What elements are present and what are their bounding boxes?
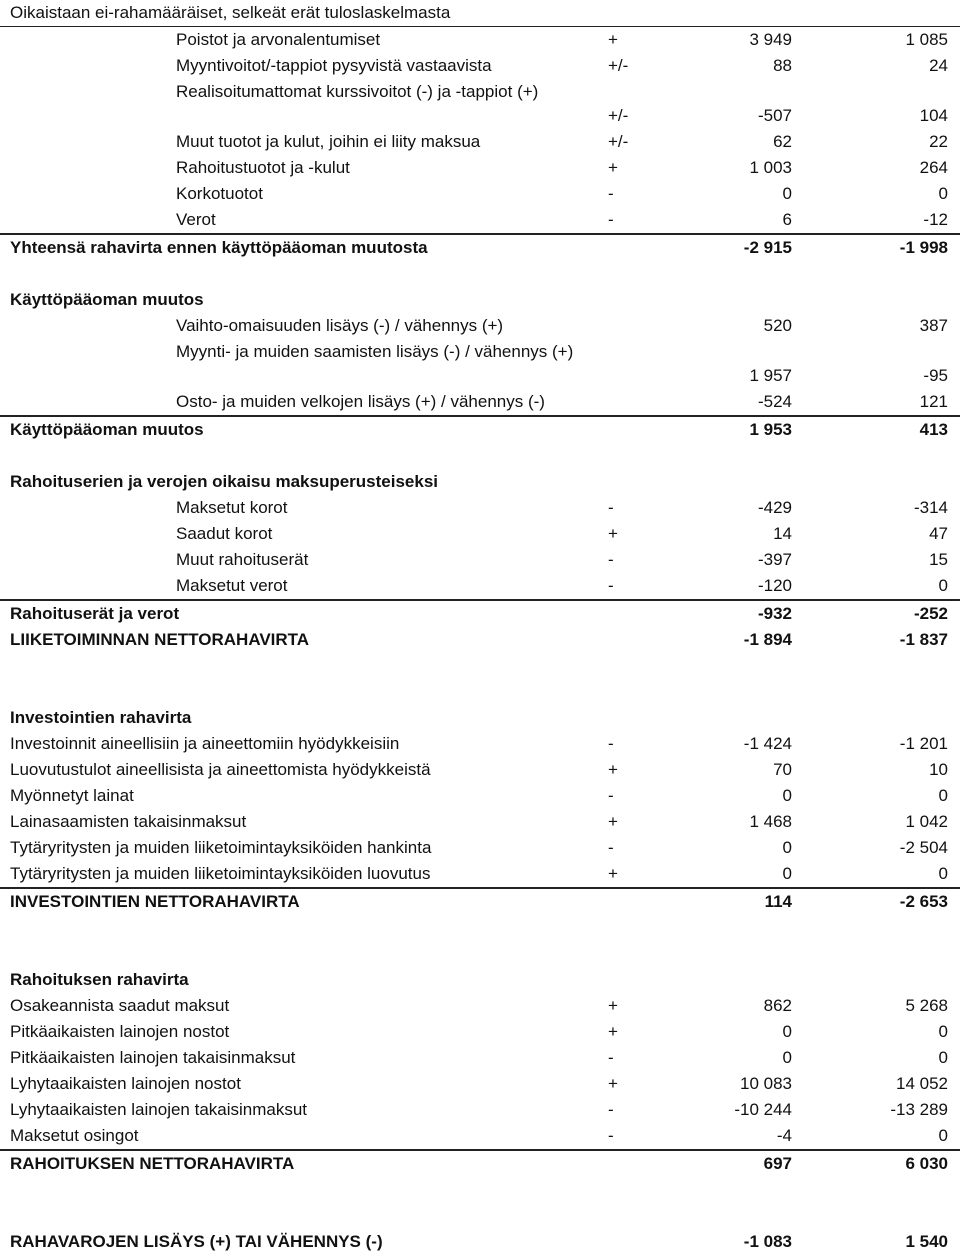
value-current: 1 468 <box>749 812 792 831</box>
table-row <box>0 79 960 129</box>
row-sign: - <box>608 576 614 595</box>
value-current: 0 <box>782 838 792 857</box>
row-label: Realisoitumattomat kurssivoitot (-) ja -tappiot (+) <box>176 82 539 101</box>
value-previous: 14 052 <box>896 1074 948 1093</box>
table-header-row <box>0 0 960 27</box>
table-row <box>0 27 960 53</box>
value-current: 1 003 <box>749 158 792 177</box>
table-row <box>0 547 960 573</box>
row-sign: + <box>608 1022 618 1041</box>
value-previous: 6 030 <box>905 1154 948 1173</box>
value-previous: 1 540 <box>905 1232 948 1251</box>
value-previous: -1 998 <box>899 238 948 257</box>
value-previous: 47 <box>929 524 948 543</box>
table-row <box>0 521 960 547</box>
value-previous: 0 <box>938 1022 948 1041</box>
total-row <box>0 888 960 915</box>
row-sign: - <box>608 1048 614 1067</box>
value-current: 520 <box>763 316 792 335</box>
spacer-row <box>0 1203 960 1229</box>
table-row <box>0 1045 960 1071</box>
table-row <box>0 835 960 861</box>
table-row <box>0 993 960 1019</box>
value-current: 0 <box>782 786 792 805</box>
value-current: 14 <box>773 524 792 543</box>
total-row <box>0 1150 960 1177</box>
row-label: RAHOITUKSEN NETTORAHAVIRTA <box>10 1154 295 1173</box>
section-heading <box>0 469 960 495</box>
row-label: Lyhytaaikaisten lainojen takaisinmaksut <box>10 1100 308 1119</box>
value-previous: -12 <box>923 210 948 229</box>
table-row <box>0 1123 960 1150</box>
total-row <box>0 416 960 443</box>
total-row <box>0 234 960 261</box>
row-sign: - <box>608 734 614 753</box>
row-sign: +/- <box>608 106 629 125</box>
value-previous: 413 <box>919 420 948 439</box>
value-current: -10 244 <box>734 1100 792 1119</box>
value-current: -1 424 <box>743 734 792 753</box>
value-current: -397 <box>757 550 792 569</box>
spacer-row <box>0 653 960 679</box>
table-row <box>0 1097 960 1123</box>
value-current: -1 083 <box>743 1232 792 1251</box>
value-previous: 5 268 <box>905 996 948 1015</box>
value-current: 0 <box>782 864 792 883</box>
value-current: 0 <box>782 1048 792 1067</box>
value-previous: 1 042 <box>905 812 948 831</box>
value-current: -507 <box>757 106 792 125</box>
row-label: Lainasaamisten takaisinmaksut <box>10 812 247 831</box>
row-sign: + <box>608 524 618 543</box>
row-label: Käyttöpääoman muutos <box>10 420 204 439</box>
total-row <box>0 600 960 627</box>
row-sign: + <box>608 996 618 1015</box>
row-label: Yhteensä rahavirta ennen käyttöpääoman muutosta <box>10 238 428 257</box>
table-row <box>0 731 960 757</box>
row-label: Oikaistaan ei-rahamääräiset, selkeät erät tuloslaskelmasta <box>10 3 451 22</box>
row-sign: - <box>608 1126 614 1145</box>
value-previous: 104 <box>919 106 948 125</box>
value-current: -429 <box>757 498 792 517</box>
value-previous: 387 <box>919 316 948 335</box>
table-row <box>0 339 960 389</box>
value-previous: 121 <box>919 392 948 411</box>
row-sign: + <box>608 30 618 49</box>
row-label: Luovutustulot aineellisista ja aineettomista hyödykkeistä <box>10 760 431 779</box>
row-label: Investoinnit aineellisiin ja aineettomiin hyödykkeisiin <box>10 734 400 753</box>
section-heading <box>0 967 960 993</box>
row-sign: - <box>608 838 614 857</box>
value-current: -932 <box>757 604 792 623</box>
row-label: Investointien rahavirta <box>10 708 192 727</box>
row-sign: + <box>608 812 618 831</box>
spacer-row <box>0 941 960 967</box>
value-current: 70 <box>773 760 792 779</box>
value-current: 88 <box>773 56 792 75</box>
row-label: Tytäryritysten ja muiden liiketoimintayksiköiden luovutus <box>10 864 431 883</box>
row-label: Tytäryritysten ja muiden liiketoimintayksiköiden hankinta <box>10 838 432 857</box>
value-previous: -1 837 <box>899 630 948 649</box>
row-sign: - <box>608 786 614 805</box>
row-label: Pitkäaikaisten lainojen nostot <box>10 1022 230 1041</box>
row-sign: + <box>608 864 618 883</box>
value-previous: 22 <box>929 132 948 151</box>
table-row <box>0 573 960 600</box>
value-previous: -2 653 <box>899 892 948 911</box>
row-label: Rahoitustuotot ja -kulut <box>176 158 350 177</box>
row-label: Osto- ja muiden velkojen lisäys (+) / vähennys (-) <box>176 392 545 411</box>
table-row <box>0 783 960 809</box>
value-current: -4 <box>776 1126 792 1145</box>
row-sign: - <box>608 184 614 203</box>
value-previous: 0 <box>938 184 948 203</box>
row-label: Maksetut verot <box>176 576 288 595</box>
value-current: 697 <box>763 1154 792 1173</box>
row-label: Rahoituserien ja verojen oikaisu maksuperusteiseksi <box>10 472 439 491</box>
table-row <box>0 1071 960 1097</box>
table-row <box>0 207 960 234</box>
value-current: -1 894 <box>743 630 792 649</box>
row-label: Korkotuotot <box>176 184 263 203</box>
row-label: Myynti- ja muiden saamisten lisäys (-) / vähennys (+) <box>176 342 574 361</box>
value-previous: -2 504 <box>899 838 948 857</box>
row-sign: +/- <box>608 56 629 75</box>
row-label: Muut tuotot ja kulut, joihin ei liity maksua <box>176 132 481 151</box>
table-row <box>0 1019 960 1045</box>
row-label: Myyntivoitot/-tappiot pysyvistä vastaavista <box>176 56 492 75</box>
value-current: 10 083 <box>740 1074 792 1093</box>
row-label: Rahoituksen rahavirta <box>10 970 189 989</box>
value-current: 114 <box>764 892 792 911</box>
row-sign: +/- <box>608 132 629 151</box>
table-row <box>0 861 960 888</box>
value-previous: 15 <box>929 550 948 569</box>
spacer-row <box>0 915 960 941</box>
row-label: Käyttöpääoman muutos <box>10 290 204 309</box>
spacer-row <box>0 261 960 287</box>
section-heading <box>0 705 960 731</box>
spacer-row <box>0 1177 960 1203</box>
row-label: Poistot ja arvonalentumiset <box>176 30 381 49</box>
value-previous: 0 <box>938 576 948 595</box>
table-row <box>0 313 960 339</box>
value-previous: 0 <box>938 1048 948 1067</box>
table-row <box>0 155 960 181</box>
value-current: 6 <box>782 210 792 229</box>
value-previous: -1 201 <box>899 734 948 753</box>
row-label: Maksetut osingot <box>10 1126 139 1145</box>
table-row <box>0 181 960 207</box>
row-label: Myönnetyt lainat <box>10 786 134 805</box>
row-label: Osakeannista saadut maksut <box>10 996 230 1015</box>
row-sign: + <box>608 760 618 779</box>
row-label: Lyhytaaikaisten lainojen nostot <box>10 1074 241 1093</box>
value-current: 62 <box>773 132 792 151</box>
row-sign: + <box>608 1074 618 1093</box>
spacer-row <box>0 679 960 705</box>
value-previous: -314 <box>913 498 948 517</box>
value-previous: 0 <box>938 786 948 805</box>
row-label: INVESTOINTIEN NETTORAHAVIRTA <box>10 892 300 911</box>
value-previous: -13 289 <box>890 1100 948 1119</box>
row-sign: - <box>608 550 614 569</box>
table-row <box>0 53 960 79</box>
value-current: -2 915 <box>743 238 792 257</box>
table-row <box>0 757 960 783</box>
value-previous: -95 <box>923 366 948 385</box>
total-row <box>0 1229 960 1255</box>
row-sign: - <box>608 498 614 517</box>
row-label: Pitkäaikaisten lainojen takaisinmaksut <box>10 1048 296 1067</box>
row-label: Saadut korot <box>176 524 273 543</box>
value-current: -120 <box>757 576 792 595</box>
value-previous: 0 <box>938 1126 948 1145</box>
table-row <box>0 809 960 835</box>
total-row <box>0 627 960 653</box>
table-row <box>0 389 960 416</box>
value-current: 3 949 <box>749 30 792 49</box>
value-current: 1 953 <box>749 420 792 439</box>
table-row <box>0 495 960 521</box>
row-label: LIIKETOIMINNAN NETTORAHAVIRTA <box>10 630 310 649</box>
row-label: Rahoituserät ja verot <box>10 604 180 623</box>
row-sign: + <box>608 158 618 177</box>
row-sign: - <box>608 210 614 229</box>
table-row <box>0 129 960 155</box>
section-heading <box>0 287 960 313</box>
row-label: Vaihto-omaisuuden lisäys (-) / vähennys (+) <box>176 316 504 335</box>
row-label: Verot <box>176 210 216 229</box>
value-previous: 1 085 <box>905 30 948 49</box>
value-current: 862 <box>763 996 792 1015</box>
value-previous: 264 <box>919 158 948 177</box>
row-label: Maksetut korot <box>176 498 288 517</box>
value-current: 0 <box>782 1022 792 1041</box>
value-current: 1 957 <box>749 366 792 385</box>
value-current: -524 <box>757 392 792 411</box>
value-previous: -252 <box>913 604 948 623</box>
value-current: 0 <box>782 184 792 203</box>
row-label: RAHAVAROJEN LISÄYS (+) TAI VÄHENNYS (-) <box>10 1232 383 1251</box>
row-sign: - <box>608 1100 614 1119</box>
row-label: Muut rahoituserät <box>176 550 309 569</box>
value-previous: 10 <box>929 760 948 779</box>
value-previous: 24 <box>929 56 948 75</box>
value-previous: 0 <box>938 864 948 883</box>
spacer-row <box>0 443 960 469</box>
